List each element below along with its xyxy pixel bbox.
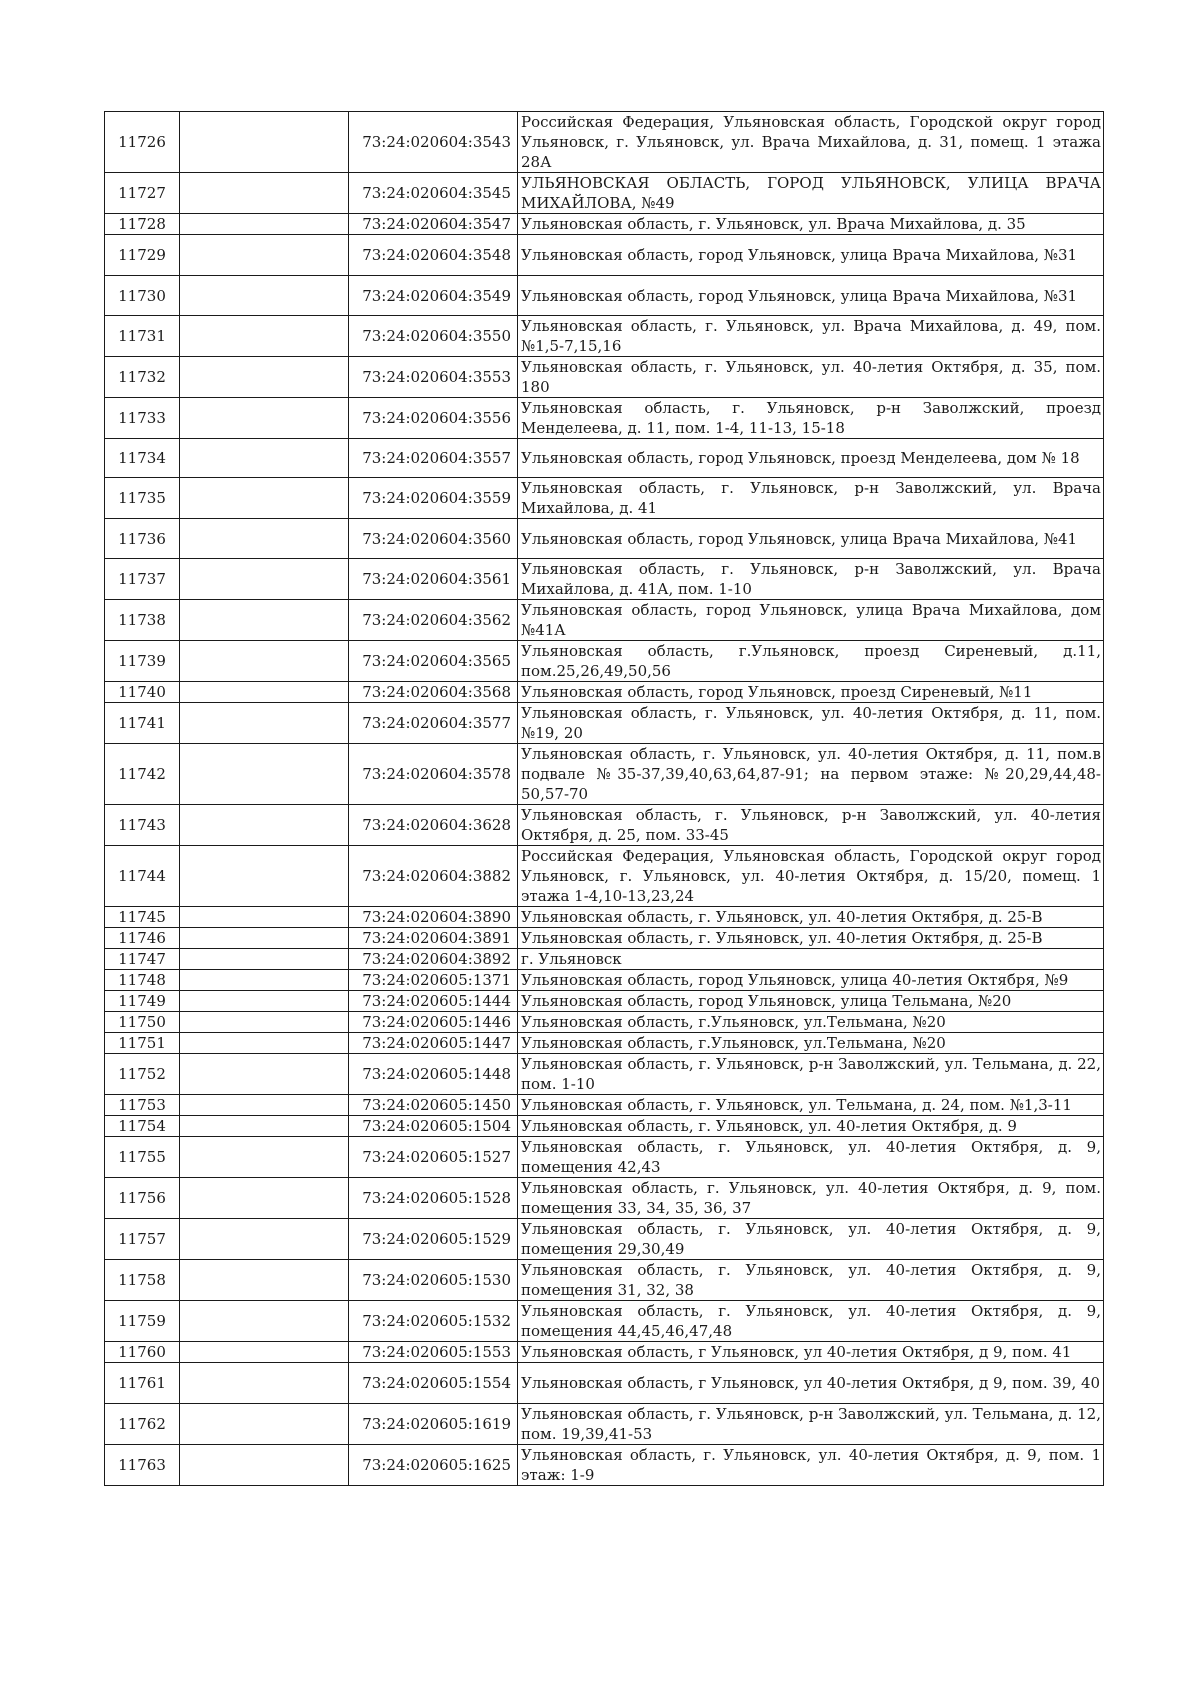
cadastral-number-cell: 73:24:020605:1448 [349,1054,518,1095]
address-cell: Ульяновская область, город Ульяновск, проезд Менделеева, дом № 18 [518,439,1104,478]
cadastral-number-cell: 73:24:020604:3545 [349,173,518,214]
table-row [105,235,1104,276]
table-row [105,907,1104,928]
address-cell: Ульяновская область, г. Ульяновск, р-н Заволжский, проезд Менделеева, д. 11, пом. 1-4, 11-13, 15-18 [518,398,1104,439]
address-cell: Ульяновская область, г. Ульяновск, ул. 40-летия Октября, д. 9, пом. помещения 33, 34, 35, 36, 37 [518,1178,1104,1219]
table-row [105,1054,1104,1095]
address-cell: Ульяновская область, г. Ульяновск, ул. 40-летия Октября, д. 35, пом. 180 [518,357,1104,398]
address-cell: Ульяновская область, г. Ульяновск, ул. 40-летия Октября, д. 11, пом.№19, 20 [518,703,1104,744]
address-cell: Ульяновская область, город Ульяновск, улица Врача Михайлова, №41 [518,519,1104,559]
address-cell: Ульяновская область, город Ульяновск, проезд Сиреневый, №11 [518,682,1104,703]
row-number-cell: 11749 [105,991,180,1012]
empty-cell [180,1219,349,1260]
address-cell: Ульяновская область, г. Ульяновск, ул. Тельмана, д. 24, пом. №1,3-11 [518,1095,1104,1116]
cadastral-number-cell: 73:24:020605:1450 [349,1095,518,1116]
row-number-cell: 11752 [105,1054,180,1095]
table-row [105,214,1104,235]
row-number-cell: 11742 [105,744,180,805]
empty-cell [180,316,349,357]
row-number-cell: 11750 [105,1012,180,1033]
address-cell: Ульяновская область, г. Ульяновск, ул. Врача Михайлова, д. 35 [518,214,1104,235]
table-row [105,1363,1104,1404]
empty-cell [180,1363,349,1404]
cadastral-number-cell: 73:24:020605:1529 [349,1219,518,1260]
table-row [105,398,1104,439]
table-row [105,600,1104,641]
cadastral-number-cell: 73:24:020604:3882 [349,846,518,907]
table-row [105,1095,1104,1116]
empty-cell [180,1137,349,1178]
row-number-cell: 11740 [105,682,180,703]
address-cell: Ульяновская область, г. Ульяновск, ул. 40-летия Октября, д. 11, пом.в подвале №35-37,39,40,63,64,87-91; на первом этаже: №20,29,44,48-50,57-70 [518,744,1104,805]
row-number-cell: 11756 [105,1178,180,1219]
empty-cell [180,112,349,173]
empty-cell [180,600,349,641]
empty-cell [180,928,349,949]
address-cell: Российская Федерация, Ульяновская область, Городской округ город Ульяновск, г. Ульяновск, ул. 40-летия Октября, д. 15/20, помещ. 1 этажа 1-4,10-13,23,24 [518,846,1104,907]
cadastral-number-cell: 73:24:020604:3560 [349,519,518,559]
row-number-cell: 11762 [105,1404,180,1445]
address-cell: Ульяновская область, г. Ульяновск, р-н Заволжский, ул. Тельмана, д. 12, пом. 19,39,41-53 [518,1404,1104,1445]
table-row [105,1033,1104,1054]
cadastral-number-cell: 73:24:020604:3562 [349,600,518,641]
row-number-cell: 11760 [105,1342,180,1363]
row-number-cell: 11761 [105,1363,180,1404]
row-number-cell: 11741 [105,703,180,744]
row-number-cell: 11763 [105,1445,180,1486]
table-row [105,991,1104,1012]
table-row [105,1260,1104,1301]
table-row [105,559,1104,600]
cadastral-number-cell: 73:24:020604:3891 [349,928,518,949]
cadastral-number-cell: 73:24:020605:1447 [349,1033,518,1054]
cadastral-number-cell: 73:24:020604:3550 [349,316,518,357]
row-number-cell: 11754 [105,1116,180,1137]
empty-cell [180,439,349,478]
cadastral-number-cell: 73:24:020604:3565 [349,641,518,682]
address-cell: Ульяновская область, город Ульяновск, улица 40-летия Октября, №9 [518,970,1104,991]
address-cell: Ульяновская область, г.Ульяновск, ул.Тельмана, №20 [518,1033,1104,1054]
cadastral-number-cell: 73:24:020604:3553 [349,357,518,398]
registry-table [104,111,1104,1486]
table-row [105,1445,1104,1486]
row-number-cell: 11738 [105,600,180,641]
empty-cell [180,744,349,805]
address-cell: Ульяновская область, г. Ульяновск, ул. 40-летия Октября, д. 9, помещения 42,43 [518,1137,1104,1178]
cadastral-number-cell: 73:24:020604:3577 [349,703,518,744]
table-row [105,846,1104,907]
row-number-cell: 11755 [105,1137,180,1178]
address-cell: Ульяновская область, г. Ульяновск, р-н Заволжский, ул. 40-летия Октября, д. 25, пом. 33-45 [518,805,1104,846]
table-row [105,276,1104,316]
row-number-cell: 11728 [105,214,180,235]
cadastral-number-cell: 73:24:020605:1446 [349,1012,518,1033]
empty-cell [180,1178,349,1219]
cadastral-number-cell: 73:24:020605:1554 [349,1363,518,1404]
empty-cell [180,907,349,928]
address-cell: Ульяновская область, г. Ульяновск, р-н Заволжский, ул. Тельмана, д. 22, пом. 1-10 [518,1054,1104,1095]
address-cell: Ульяновская область, город Ульяновск, улица Тельмана, №20 [518,991,1104,1012]
address-cell: Ульяновская область, г. Ульяновск, ул. 40-летия Октября, д. 9, помещения 31, 32, 38 [518,1260,1104,1301]
empty-cell [180,398,349,439]
row-number-cell: 11726 [105,112,180,173]
empty-cell [180,1054,349,1095]
table-row [105,478,1104,519]
address-cell: Российская Федерация, Ульяновская область, Городской округ город Ульяновск, г. Ульяновск, ул. Врача Михайлова, д. 31, помещ. 1 этажа 28А [518,112,1104,173]
cadastral-number-cell: 73:24:020604:3892 [349,949,518,970]
cadastral-number-cell: 73:24:020604:3556 [349,398,518,439]
table-row [105,1137,1104,1178]
table-row [105,357,1104,398]
address-cell: Ульяновская область, г. Ульяновск, ул. 40-летия Октября, д. 9, помещения 44,45,46,47,48 [518,1301,1104,1342]
table-row [105,682,1104,703]
address-cell: Ульяновская область, город Ульяновск, улица Врача Михайлова, дом №41А [518,600,1104,641]
empty-cell [180,1260,349,1301]
address-cell: Ульяновская область, г Ульяновск, ул 40-летия Октября, д 9, пом. 39, 40 [518,1363,1104,1404]
table-row [105,744,1104,805]
cadastral-number-cell: 73:24:020604:3557 [349,439,518,478]
row-number-cell: 11739 [105,641,180,682]
empty-cell [180,1033,349,1054]
cadastral-number-cell: 73:24:020605:1444 [349,991,518,1012]
cadastral-number-cell: 73:24:020604:3543 [349,112,518,173]
empty-cell [180,276,349,316]
empty-cell [180,357,349,398]
address-cell: Ульяновская область, г. Ульяновск, ул. 40-летия Октября, д. 25-В [518,907,1104,928]
address-cell: Ульяновская область, г. Ульяновск, ул. 40-летия Октября, д. 9, пом. 1 этаж: 1-9 [518,1445,1104,1486]
table-row [105,519,1104,559]
empty-cell [180,682,349,703]
table-row [105,1012,1104,1033]
cadastral-number-cell: 73:24:020605:1530 [349,1260,518,1301]
cadastral-number-cell: 73:24:020604:3548 [349,235,518,276]
table-row [105,1342,1104,1363]
cadastral-number-cell: 73:24:020605:1504 [349,1116,518,1137]
cadastral-number-cell: 73:24:020604:3549 [349,276,518,316]
empty-cell [180,949,349,970]
table-row [105,112,1104,173]
table-row [105,1404,1104,1445]
row-number-cell: 11737 [105,559,180,600]
table-row [105,1219,1104,1260]
empty-cell [180,1116,349,1137]
table-row [105,173,1104,214]
row-number-cell: 11748 [105,970,180,991]
empty-cell [180,641,349,682]
address-cell: Ульяновская область, г. Ульяновск, ул. 40-летия Октября, д. 9 [518,1116,1104,1137]
row-number-cell: 11732 [105,357,180,398]
empty-cell [180,559,349,600]
address-cell: Ульяновская область, г. Ульяновск, ул. Врача Михайлова, д. 49, пом. №1,5-7,15,16 [518,316,1104,357]
row-number-cell: 11730 [105,276,180,316]
empty-cell [180,805,349,846]
empty-cell [180,1012,349,1033]
address-cell: Ульяновская область, г Ульяновск, ул 40-летия Октября, д 9, пом. 41 [518,1342,1104,1363]
empty-cell [180,1445,349,1486]
address-cell: г. Ульяновск [518,949,1104,970]
empty-cell [180,970,349,991]
cadastral-number-cell: 73:24:020605:1553 [349,1342,518,1363]
cadastral-number-cell: 73:24:020604:3578 [349,744,518,805]
empty-cell [180,991,349,1012]
table-row [105,928,1104,949]
table-row [105,805,1104,846]
address-cell: УЛЬЯНОВСКАЯ ОБЛАСТЬ, ГОРОД УЛЬЯНОВСК, УЛИЦА ВРАЧА МИХАЙЛОВА, №49 [518,173,1104,214]
address-cell: Ульяновская область, город Ульяновск, улица Врача Михайлова, №31 [518,235,1104,276]
empty-cell [180,1301,349,1342]
table-row [105,1301,1104,1342]
address-cell: Ульяновская область, г.Ульяновск, проезд Сиреневый, д.11, пом.25,26,49,50,56 [518,641,1104,682]
row-number-cell: 11757 [105,1219,180,1260]
table-row [105,970,1104,991]
row-number-cell: 11733 [105,398,180,439]
empty-cell [180,846,349,907]
row-number-cell: 11747 [105,949,180,970]
table-row [105,1116,1104,1137]
row-number-cell: 11751 [105,1033,180,1054]
address-cell: Ульяновская область, город Ульяновск, улица Врача Михайлова, №31 [518,276,1104,316]
empty-cell [180,1342,349,1363]
row-number-cell: 11758 [105,1260,180,1301]
cadastral-number-cell: 73:24:020604:3561 [349,559,518,600]
row-number-cell: 11727 [105,173,180,214]
table-row [105,316,1104,357]
cadastral-number-cell: 73:24:020605:1527 [349,1137,518,1178]
cadastral-number-cell: 73:24:020604:3628 [349,805,518,846]
empty-cell [180,235,349,276]
address-cell: Ульяновская область, г.Ульяновск, ул.Тельмана, №20 [518,1012,1104,1033]
cadastral-number-cell: 73:24:020605:1528 [349,1178,518,1219]
row-number-cell: 11759 [105,1301,180,1342]
empty-cell [180,478,349,519]
cadastral-number-cell: 73:24:020604:3568 [349,682,518,703]
address-cell: Ульяновская область, г. Ульяновск, р-н Заволжский, ул. Врача Михайлова, д. 41А, пом. 1-10 [518,559,1104,600]
empty-cell [180,1095,349,1116]
row-number-cell: 11731 [105,316,180,357]
row-number-cell: 11753 [105,1095,180,1116]
registry-table-body [105,112,1104,1486]
address-cell: Ульяновская область, г. Ульяновск, р-н Заволжский, ул. Врача Михайлова, д. 41 [518,478,1104,519]
empty-cell [180,1404,349,1445]
row-number-cell: 11736 [105,519,180,559]
table-row [105,439,1104,478]
table-row [105,949,1104,970]
row-number-cell: 11745 [105,907,180,928]
empty-cell [180,703,349,744]
cadastral-number-cell: 73:24:020605:1371 [349,970,518,991]
row-number-cell: 11746 [105,928,180,949]
row-number-cell: 11735 [105,478,180,519]
row-number-cell: 11743 [105,805,180,846]
address-cell: Ульяновская область, г. Ульяновск, ул. 40-летия Октября, д. 25-В [518,928,1104,949]
cadastral-number-cell: 73:24:020605:1625 [349,1445,518,1486]
table-row [105,641,1104,682]
row-number-cell: 11744 [105,846,180,907]
row-number-cell: 11729 [105,235,180,276]
empty-cell [180,519,349,559]
row-number-cell: 11734 [105,439,180,478]
empty-cell [180,173,349,214]
cadastral-number-cell: 73:24:020604:3559 [349,478,518,519]
empty-cell [180,214,349,235]
address-cell: Ульяновская область, г. Ульяновск, ул. 40-летия Октября, д. 9, помещения 29,30,49 [518,1219,1104,1260]
cadastral-number-cell: 73:24:020604:3547 [349,214,518,235]
table-row [105,1178,1104,1219]
table-row [105,703,1104,744]
cadastral-number-cell: 73:24:020605:1619 [349,1404,518,1445]
cadastral-number-cell: 73:24:020604:3890 [349,907,518,928]
cadastral-number-cell: 73:24:020605:1532 [349,1301,518,1342]
